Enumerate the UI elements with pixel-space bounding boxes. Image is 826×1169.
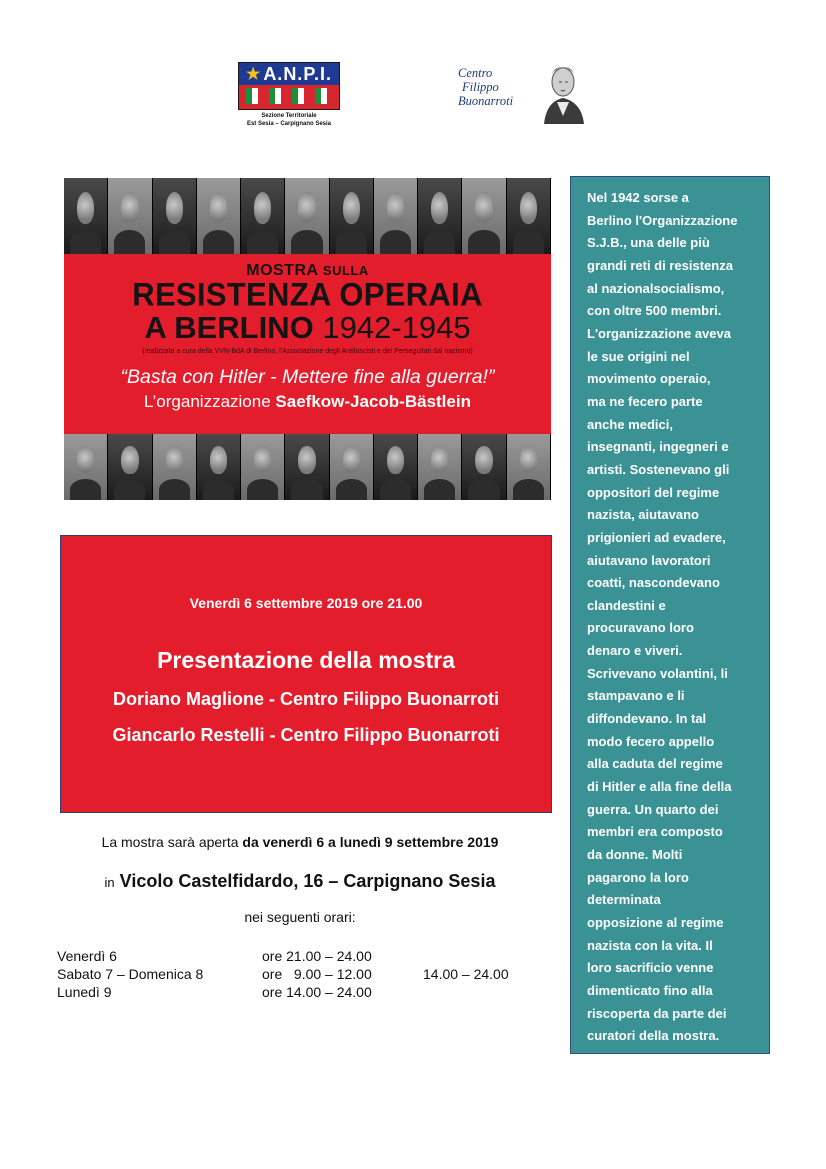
opening-dates	[0, 834, 600, 850]
cfb-line3: Buonarroti	[458, 94, 514, 108]
venue-address: Vicolo Castelfidardo, 16 – Carpignano Sesia	[119, 871, 496, 891]
italian-flag-icon	[269, 88, 287, 104]
portrait-row-top	[64, 178, 551, 254]
anpi-caption-line2: Est Sesia – Carpignano Sesia	[246, 121, 332, 127]
hours-slot1: ore 14.00 – 24.00	[262, 984, 372, 1000]
portrait-photo	[418, 434, 462, 500]
poster-mostra-word: MOSTRA	[246, 262, 318, 279]
poster-organization	[64, 392, 551, 412]
poster-title-line1: RESISTENZA OPERAIA	[132, 276, 483, 313]
anpi-name: A.N.P.I.	[263, 63, 333, 84]
history-text: Nel 1942 sorse a Berlino l'Organizzazione S.J.B., una delle più grandi reti di resistenza al nazionalsocialismo, con oltre 500 membri. L'organizzazione aveva le sue origini nel movimento operaio, ma ne fecero parte anche medici, insegnanti, ingegneri e artisti. Sostenevano gli oppositori del regime nazista, aiutavano prigionieri ad evadere, aiutavano lavoratori coatti, nascondevano clandestini e procuravano loro denaro e viveri. Scrivevano volantini, li stampavano e li diffondevano. In tal modo fecero appello alla caduta del regime di Hitler e alla fine della guerra. Un quarto dei membri era composto da donne. Molti pagarono la loro determinata opposizione al regime nazista con la vita. Il loro sacrificio venne dimenticato fino alla riscoperta da parte dei curatori della mostra.	[587, 190, 738, 1044]
anpi-flags	[239, 85, 339, 107]
portrait-photo	[418, 178, 462, 254]
anpi-caption	[238, 112, 340, 128]
italian-flag-icon	[246, 88, 264, 104]
hours-row	[57, 983, 537, 1001]
portrait-photo	[153, 434, 197, 500]
poster-text	[64, 254, 551, 434]
hours-day: Sabato 7 – Domenica 8	[57, 966, 204, 982]
exhibition-poster	[64, 178, 551, 500]
portrait-photo	[197, 434, 241, 500]
poster-years: 1942-1945	[322, 310, 471, 345]
portrait-photo	[241, 178, 285, 254]
presentation-date: Venerdì 6 settembre 2019 ore 21.00	[189, 595, 423, 611]
presentation-box	[60, 535, 552, 813]
star-icon: ★	[245, 66, 262, 83]
poster-berlino: A BERLINO	[144, 310, 314, 345]
portrait-photo	[153, 178, 197, 254]
portrait-photo	[507, 434, 551, 500]
cfb-line2: Filippo	[462, 80, 499, 94]
poster-sulla-word: SULLA	[322, 263, 369, 278]
portrait-photo	[64, 178, 108, 254]
portrait-photo	[64, 434, 108, 500]
portrait-photo	[462, 178, 506, 254]
portrait-row-bottom	[64, 434, 551, 500]
cfb-line1: Centro	[458, 66, 493, 80]
venue-prefix: in	[104, 875, 115, 890]
anpi-caption-line1: Sezione Territoriale	[261, 113, 317, 119]
hours-slot1: ore 21.00 – 24.00	[262, 948, 372, 964]
portrait-photo	[285, 178, 329, 254]
anpi-title-bar	[239, 63, 339, 85]
anpi-emblem	[238, 62, 340, 110]
cfb-logo-text	[458, 66, 513, 108]
portrait-photo	[507, 178, 551, 254]
poster-org-prefix: L’organizzazione	[144, 392, 271, 411]
hours-row	[57, 947, 537, 965]
history-sidebar	[570, 176, 770, 1054]
portrait-photo	[108, 434, 152, 500]
portrait-photo	[374, 434, 418, 500]
poster-credit: (realizzata a cura della VVN-BdA di Berlino, l'Associazione degli Antifascisti e dei Perseguitati dal nazismo)	[142, 348, 473, 355]
presentation-speaker-1: Doriano Maglione - Centro Filippo Buonarroti	[113, 689, 499, 709]
schedule-intro: nei seguenti orari:	[244, 909, 356, 925]
hours-slot1: ore 9.00 – 12.00	[262, 966, 372, 982]
opening-prefix: La mostra sarà aperta	[101, 834, 239, 850]
italian-flag-icon	[292, 88, 310, 104]
venue	[0, 871, 600, 892]
portrait-photo	[285, 434, 329, 500]
portrait-photo	[197, 178, 241, 254]
anpi-logo	[238, 62, 340, 128]
buonarroti-portrait-icon	[530, 58, 596, 124]
hours-day: Lunedì 9	[57, 984, 112, 1000]
italian-flag-icon	[315, 88, 333, 104]
portrait-photo	[462, 434, 506, 500]
poster-quote: “Basta con Hitler - Mettere fine alla guerra!”	[120, 366, 495, 388]
opening-range: da venerdì 6 a lunedì 9 settembre 2019	[242, 834, 499, 850]
portrait-photo	[108, 178, 152, 254]
presentation-title: Presentazione della mostra	[157, 647, 455, 673]
hours-slot2: 14.00 – 24.00	[423, 966, 509, 982]
hours-row	[57, 965, 537, 983]
portrait-photo	[374, 178, 418, 254]
cfb-logo	[458, 58, 598, 128]
presentation-speaker-2: Giancarlo Restelli - Centro Filippo Buonarroti	[112, 725, 500, 745]
portrait-photo	[330, 178, 374, 254]
opening-hours	[57, 947, 537, 1001]
hours-day: Venerdì 6	[57, 948, 117, 964]
poster-org-name: Saefkow-Jacob-Bästlein	[275, 392, 471, 411]
portrait-photo	[241, 434, 285, 500]
portrait-photo	[330, 434, 374, 500]
poster-title-line2	[64, 311, 551, 345]
